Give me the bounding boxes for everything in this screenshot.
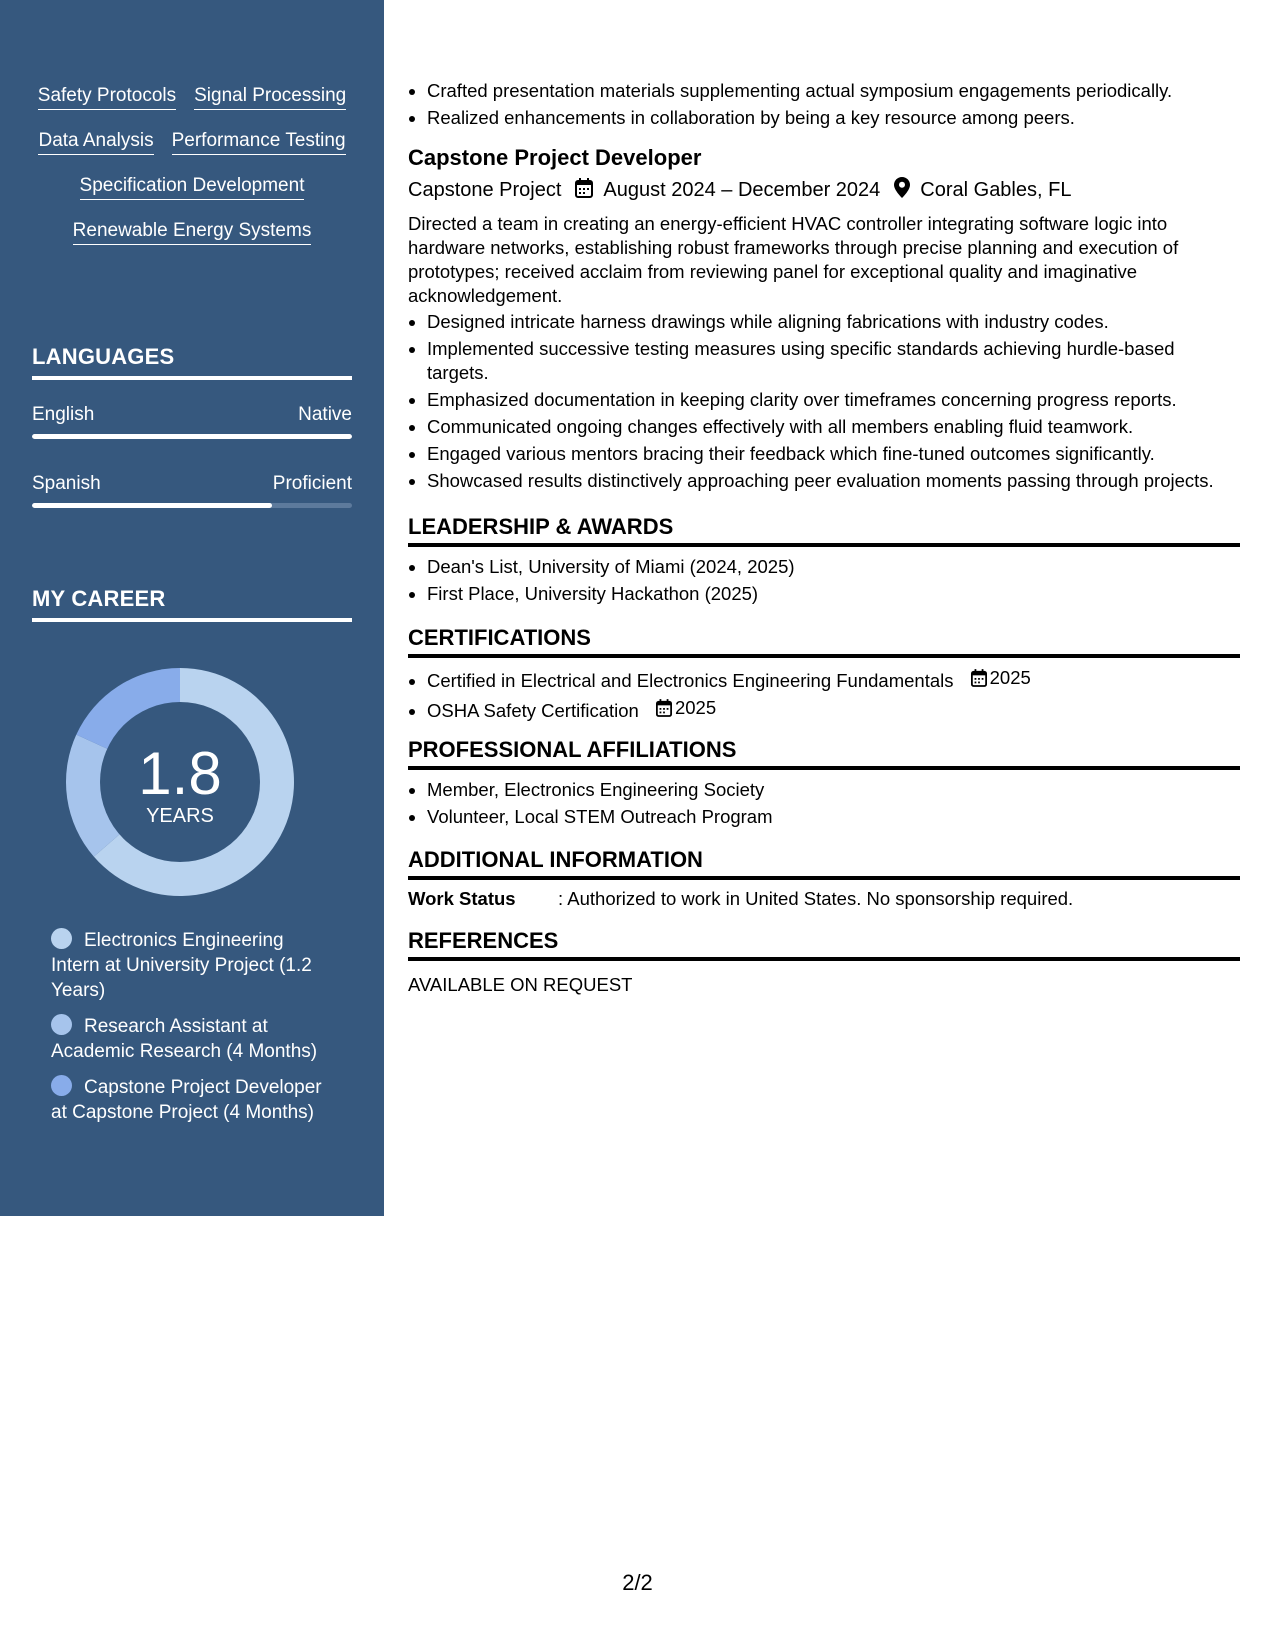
language-proficiency-fill bbox=[32, 503, 272, 508]
job-title: Capstone Project Developer bbox=[408, 145, 702, 170]
list-item: • Emphasized documentation in keeping clarity over timeframes concerning progress reports. bbox=[427, 388, 1240, 412]
page-number: 2/2 bbox=[622, 1570, 653, 1595]
job-description: Directed a team in creating an energy-efficient HVAC controller integrating software logic into hardware networks, establishing robust frameworks through precise planning and execution of prototypes; received acclaim from reviewing panel for exceptional quality and imaginative acknowledgement. bbox=[408, 213, 1179, 306]
job-dates: August 2024 – December 2024 bbox=[603, 179, 881, 201]
section-heading: REFERENCES bbox=[408, 928, 1240, 961]
cert-year: 2025 bbox=[674, 697, 717, 718]
skill-tag: Renewable Energy Systems bbox=[73, 219, 312, 245]
career-legend-label: Capstone Project Developer at Capstone Project (4 Months) bbox=[51, 1077, 322, 1123]
sidebar bbox=[0, 0, 384, 1216]
career-heading: MY CAREER bbox=[32, 586, 352, 622]
affiliations-section bbox=[408, 737, 1240, 832]
calendar-icon bbox=[971, 669, 987, 687]
additional-info-section bbox=[408, 847, 1240, 910]
job-meta bbox=[408, 177, 1240, 204]
job-location: Coral Gables, FL bbox=[920, 179, 1072, 201]
calendar-icon bbox=[656, 699, 672, 717]
career-legend-label: Research Assistant at Academic Research (4 Months) bbox=[51, 1016, 318, 1062]
section-heading: ADDITIONAL INFORMATION bbox=[408, 847, 1240, 880]
cert-date bbox=[656, 696, 716, 720]
certifications-section bbox=[408, 625, 1240, 726]
legend-dot-icon bbox=[51, 928, 72, 949]
skill-tag: Safety Protocols bbox=[38, 84, 176, 110]
references-text: AVAILABLE ON REQUEST bbox=[408, 974, 633, 995]
language-proficiency-fill bbox=[32, 434, 352, 439]
career-legend-item bbox=[51, 1075, 331, 1125]
skill-tag: Performance Testing bbox=[172, 129, 346, 155]
skill-tag: Signal Processing bbox=[194, 84, 346, 110]
legend-dot-icon bbox=[51, 1075, 72, 1096]
job-company: Capstone Project bbox=[408, 179, 562, 201]
list-item: • First Place, University Hackathon (2025) bbox=[427, 582, 1240, 606]
language-proficiency-bar bbox=[32, 503, 352, 508]
career-legend bbox=[51, 928, 331, 1136]
calendar-icon bbox=[575, 178, 593, 204]
section-heading: PROFESSIONAL AFFILIATIONS bbox=[408, 737, 1240, 770]
leadership-section bbox=[408, 514, 1240, 609]
language-level: Proficient bbox=[272, 473, 352, 494]
list-item: • Implemented successive testing measures using specific standards achieving hurdle-based targets. bbox=[427, 337, 1240, 385]
list-item: • Showcased results distinctively approaching peer evaluation moments passing through projects. bbox=[427, 469, 1240, 493]
list-item: • Member, Electronics Engineering Society bbox=[427, 778, 1240, 802]
map-pin-icon bbox=[894, 177, 910, 204]
references-section bbox=[408, 928, 1240, 997]
language-row bbox=[32, 473, 352, 495]
career-legend-item bbox=[51, 928, 331, 1003]
language-row bbox=[32, 404, 352, 426]
list-item: • Communicated ongoing changes effectively with all members enabling fluid teamwork. bbox=[427, 415, 1240, 439]
skills-list bbox=[32, 84, 352, 245]
cert-year: 2025 bbox=[989, 667, 1031, 688]
work-status-value: : Authorized to work in United States. No sponsorship required. bbox=[558, 888, 1074, 909]
list-item: • Realized enhancements in collaboration by being a key resource among peers. bbox=[427, 106, 1240, 130]
list-item: • Volunteer, Local STEM Outreach Program bbox=[427, 805, 1240, 829]
language-proficiency-bar bbox=[32, 434, 352, 439]
skill-tag: Specification Development bbox=[80, 174, 305, 200]
career-legend-label: Electronics Engineering Intern at University Project (1.2 Years) bbox=[51, 930, 312, 1001]
work-status-row bbox=[408, 888, 1240, 910]
job-entry bbox=[408, 145, 1240, 496]
career-unit: YEARS bbox=[146, 805, 214, 827]
career-donut-chart bbox=[64, 666, 296, 898]
list-item: • Crafted presentation materials supplementing actual symposium engagements periodically. bbox=[427, 79, 1240, 103]
career-legend-item bbox=[51, 1014, 331, 1064]
list-item bbox=[427, 666, 1240, 693]
previous-job-bullets bbox=[408, 79, 1240, 133]
list-item bbox=[427, 696, 1240, 723]
cert-name: Certified in Electrical and Electronics Engineering Fundamentals bbox=[427, 670, 954, 691]
language-level: Native bbox=[298, 404, 352, 425]
career-total-years: 1.8 bbox=[138, 740, 222, 807]
list-item: • Designed intricate harness drawings while aligning fabrications with industry codes. bbox=[427, 310, 1240, 334]
section-heading: LEADERSHIP & AWARDS bbox=[408, 514, 1240, 547]
cert-name: OSHA Safety Certification bbox=[427, 700, 639, 721]
language-name: English bbox=[32, 404, 95, 425]
work-status-label: Work Status bbox=[408, 888, 516, 909]
legend-dot-icon bbox=[51, 1014, 72, 1035]
list-item: • Engaged various mentors bracing their feedback which fine-tuned outcomes significantly. bbox=[427, 442, 1240, 466]
languages-heading: LANGUAGES bbox=[32, 344, 352, 380]
language-name: Spanish bbox=[32, 473, 101, 494]
skill-tag: Data Analysis bbox=[38, 129, 153, 155]
list-item: • Dean's List, University of Miami (2024, 2025) bbox=[427, 555, 1240, 579]
cert-date bbox=[971, 666, 1031, 690]
section-heading: CERTIFICATIONS bbox=[408, 625, 1240, 658]
